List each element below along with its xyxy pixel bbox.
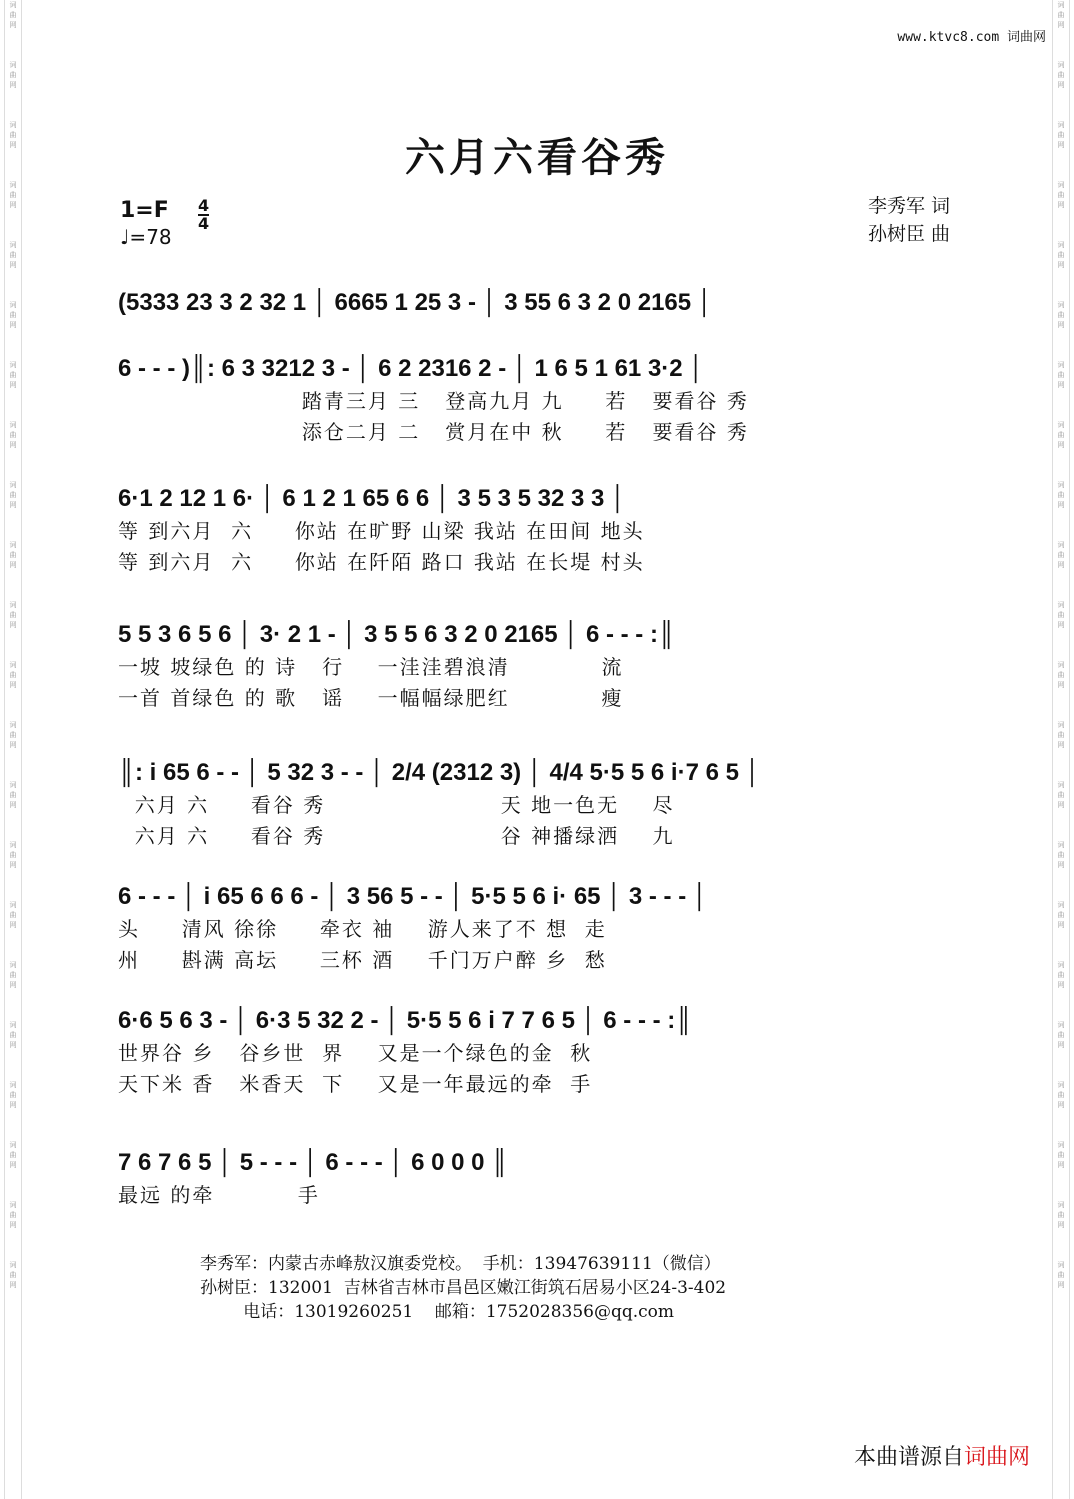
lyrics-verse-1: 等 到六月 六 你站 在旷野 山梁 我站 在田间 地头 [118,519,645,543]
system-8 [118,1146,956,1211]
source-site: 词曲网 [963,1445,1030,1470]
system-7 [118,1004,956,1100]
source-credit [854,1440,1030,1471]
system-5 [118,756,956,852]
lyrics-verse-2: 六月 六 看谷 秀 谷 神播绿洒 九 [118,824,675,848]
lyrics-verse-1: 最远 的牵 手 [118,1183,320,1207]
lyrics-verse-2: 添仓二月 二 赏月在中 秋 若 要看谷 秀 [118,420,749,444]
system-3 [118,482,956,578]
notation-line: 6·6 5 6 3 - │ 6·3 5 32 2 - │ 5·5 5 6 i 7 7 6 5 │ 6 - - - :║ [118,1007,693,1034]
credits [868,192,950,248]
composer-address: 孙树臣：132001 吉林省吉林市昌邑区嫩江街筑石居易小区24-3-402 [200,1278,727,1298]
song-title: 六月六看谷秀 [405,134,669,181]
notation-line: 7 6 7 6 5 │ 5 - - - │ 6 - - - │ 6 0 0 0 ║ [118,1149,509,1176]
lyrics-verse-1: 头 清风 徐徐 牵衣 袖 游人来了不 想 走 [118,917,607,941]
tempo-marking: ♩=78 [120,225,172,249]
lyricist-contact: 李秀军：内蒙古赤峰敖汉旗委党校。 手机：13947639111（微信） [200,1254,721,1274]
right-watermark-strip: 词 曲 网 词 曲 网 词 曲 网 词 曲 网 词 曲 网 词 曲 网 词 曲 网 词 曲 网 词 曲 网 词 曲 网 词 曲 网 词 曲 网 词 曲 网 词 曲 网 词 曲 网 词 曲 网 词 曲 网 词 曲 网 词 曲 网 词 曲 网 词 曲 网 词 曲 网 [1052,0,1070,1499]
lyricist: 李秀军 词 [867,195,950,217]
lyrics-verse-1: 六月 六 看谷 秀 天 地一色无 尽 [118,793,675,817]
notation-line: (5333 23 3 2 32 1 │ 6665 1 25 3 - │ 3 55 6 3 2 0 2165 │ [118,289,713,316]
key-label: 1=F [120,198,169,223]
lyrics-verse-2: 一首 首绿色 的 歌 谣 一幅幅绿肥红 瘦 [118,686,624,710]
notation-line: 6 - - - )║: 6 3 3212 3 - │ 6 2 2316 2 - │ 1 6 5 1 61 3·2 │ [118,355,705,382]
site-url: www.ktvc8.com 词曲网 [897,30,1046,45]
composer: 孙树臣 曲 [867,223,950,245]
lyrics-verse-2: 州 斟满 高坛 三杯 酒 千门万户醉 乡 愁 [118,948,607,972]
key-signature [120,196,210,250]
lyrics-verse-2: 天下米 香 米香天 下 又是一年最远的牵 手 [118,1072,593,1096]
notation-line: 6·1 2 12 1 6· │ 6 1 2 1 65 6 6 │ 3 5 3 5 32 3 3 │ [118,485,627,512]
lyrics-verse-1: 世界谷 乡 谷乡世 界 又是一个绿色的金 秋 [118,1041,593,1065]
composer-contact: 电话：13019260251 邮箱：1752028356@qq.com [200,1302,675,1322]
system-6 [118,880,956,976]
notation-line: 6 - - - │ i 65 6 6 6 - │ 3 56 5 - - │ 5·5 5 6 i· 65 │ 3 - - - │ [118,883,708,910]
left-watermark-strip: 词 曲 网 词 曲 网 词 曲 网 词 曲 网 词 曲 网 词 曲 网 词 曲 网 词 曲 网 词 曲 网 词 曲 网 词 曲 网 词 曲 网 词 曲 网 词 曲 网 词 曲 网 词 曲 网 词 曲 网 词 曲 网 词 曲 网 词 曲 网 词 曲 网 词 曲 网 [4,0,22,1499]
lyrics-verse-2: 等 到六月 六 你站 在阡陌 路口 我站 在长堤 村头 [118,550,645,574]
time-signature: 4 4 [198,196,210,233]
lyrics-verse-1: 踏青三月 三 登高九月 九 若 要看谷 秀 [118,389,749,413]
system-1 [118,286,956,320]
notation-line: 5 5 3 6 5 6 │ 3· 2 1 - │ 3 5 5 6 3 2 0 2165 │ 6 - - - :║ [118,621,675,648]
notation-line: ║: i 65 6 - - │ 5 32 3 - - │ 2/4 (2312 3) │ 4/4 5·5 5 6 i·7 6 5 │ [118,759,761,786]
source-prefix: 本曲谱源自 [853,1445,964,1470]
contact-footer [200,1252,726,1324]
lyrics-verse-1: 一坡 坡绿色 的 诗 行 一洼洼碧浪清 流 [118,655,624,679]
system-4 [118,618,956,714]
system-2 [118,352,956,448]
